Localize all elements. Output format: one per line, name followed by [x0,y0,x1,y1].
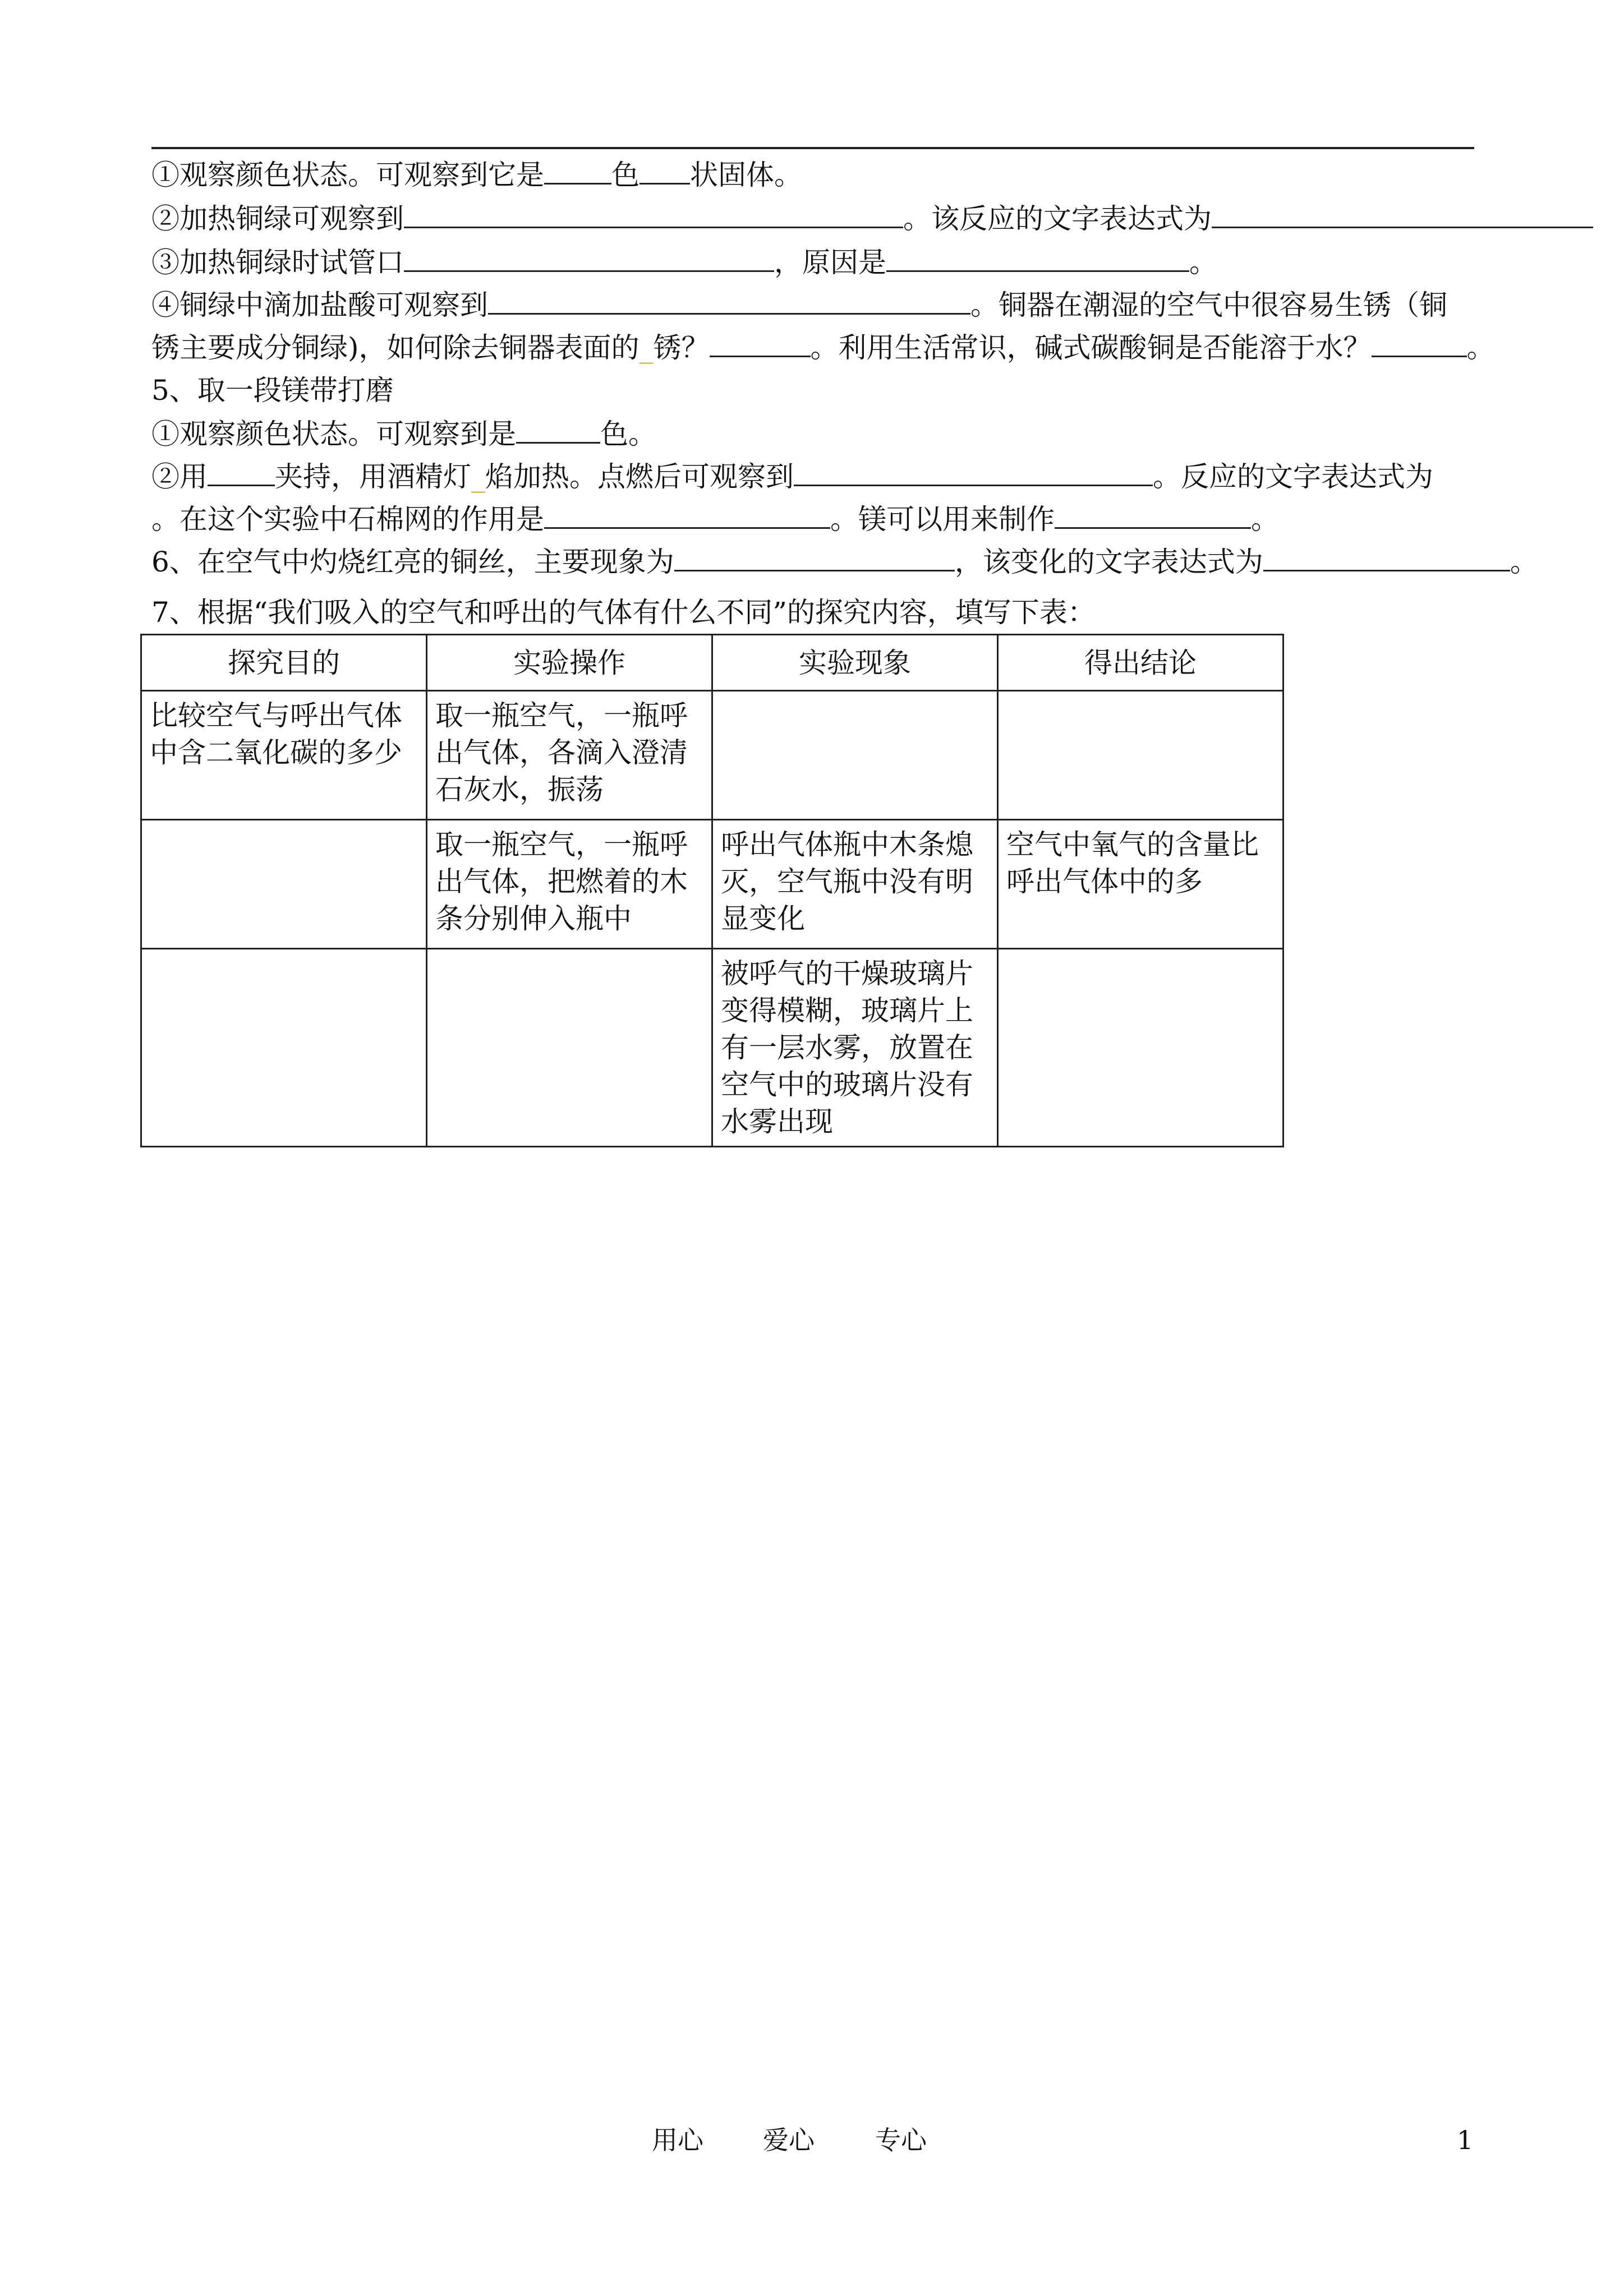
table-cell: 呼出气体瓶中木条熄灭，空气瓶中没有明显变化 [712,820,998,949]
table-cell[interactable] [998,691,1283,820]
text: 7、根据“我们吸入的空气和呼出的气体有什么不同”的探究内容，填写下表： [151,596,1096,629]
text: ，原因是 [774,246,886,279]
text: 焰加热。点燃后可观察到 [485,460,794,493]
blank-burn-phenomenon[interactable] [794,459,1153,486]
table-cell[interactable] [998,949,1283,1147]
text: 。 [1251,503,1279,536]
text: 6、在空气中灼烧红亮的铜丝，主要现象为 [151,546,674,578]
blank-wire-expression[interactable] [1263,544,1510,571]
text: ④铜绿中滴加盐酸可观察到 [151,289,488,321]
blank-remove-rust[interactable] [710,330,811,357]
text: 。 [1510,546,1538,578]
header-cell: 探究目的 [141,635,427,691]
table-cell[interactable] [141,820,427,949]
text: 锈？ [653,331,710,364]
header-rule [151,147,1474,149]
header-cell: 得出结论 [998,635,1283,691]
line-add-hcl [151,287,1447,322]
line-tube-mouth [151,245,1217,279]
text: ，该变化的文字表达式为 [954,546,1263,578]
table-cell: 空气中氧气的含量比呼出气体中的多 [998,820,1283,949]
blank-wire-phenomenon[interactable] [674,544,955,571]
section-7-heading [151,596,1096,629]
text: 锈主要成分铜绿)，如何除去铜器表面的 [151,331,640,364]
blank-holder[interactable] [208,459,275,486]
text: 。镁可以用来制作 [830,503,1055,536]
line-heat-copper [151,201,1593,236]
header-cell: 实验操作 [427,635,712,691]
text: 夹持，用酒精灯 [275,460,471,493]
blank-tube-mouth[interactable] [404,245,774,272]
text: ①观察颜色状态。可观察到是 [151,418,516,450]
table-cell[interactable] [427,949,712,1147]
footer-left: 用心 [652,2125,703,2155]
text: ①观察颜色状态。可观察到它是 [151,159,544,191]
line-observe-copper-color [151,157,802,192]
blank-net-role[interactable] [544,501,830,529]
blank-mg-use[interactable] [1055,501,1251,529]
table-cell[interactable] [712,691,998,820]
edit-mark: _ [639,331,654,364]
inquiry-table [140,634,1284,1147]
text: 。反应的文字表达式为 [1153,460,1433,493]
table-cell: 取一瓶空气，一瓶呼出气体，各滴入澄清石灰水，振荡 [427,691,712,820]
blank-phenomenon[interactable] [404,201,903,228]
table-cell: 被呼气的干燥玻璃片变得模糊，玻璃片上有一层水雾，放置在空气中的玻璃片没有水雾出现 [712,949,998,1147]
text: 5、取一段镁带打磨 [151,374,394,407]
page-number: 1 [1457,2125,1474,2155]
footer-middle: 爱心 [763,2125,815,2155]
blank-color[interactable] [544,157,611,185]
text: ②用 [151,460,208,493]
table-cell: 取一瓶空气，一瓶呼出气体，把燃着的木条分别伸入瓶中 [427,820,712,949]
text: 。 [1466,331,1495,364]
footer-right: 专心 [875,2125,927,2155]
blank-reason[interactable] [886,245,1189,272]
line-magnesium-burn [151,459,1433,494]
blank-shape[interactable] [640,157,690,185]
line-magnesium-color [151,416,656,451]
section-6-copper-wire [151,544,1538,579]
edit-mark: _ [471,460,485,493]
text: 。铜器在潮湿的空气中很容易生锈（铜 [970,289,1447,321]
table-cell: 比较空气与呼出气体中含二氧化碳的多少 [141,691,427,820]
table-row [141,949,1283,1147]
table-header-row [141,635,1283,691]
text: 。 [1189,246,1217,279]
table-row [141,820,1283,949]
blank-mg-color[interactable] [516,416,600,444]
text: ③加热铜绿时试管口 [151,246,404,279]
blank-expression[interactable] [1212,201,1593,228]
text: 。利用生活常识，碱式碳酸铜是否能溶于水？ [810,331,1372,364]
line-remove-rust [151,330,1495,365]
text: ②加热铜绿可观察到 [151,202,404,235]
header-cell: 实验现象 [712,635,998,691]
table-cell[interactable] [141,949,427,1147]
section-5-heading [151,374,394,407]
text: 色。 [600,418,656,450]
line-asbestos-net [151,501,1279,536]
text: 。在这个实验中石棉网的作用是 [151,503,544,536]
text: 状固体。 [690,159,802,191]
blank-solubility[interactable] [1372,330,1467,357]
table-row [141,691,1283,820]
blank-hcl-phenomenon[interactable] [488,287,970,315]
text: 色 [611,159,640,191]
text: 。该反应的文字表达式为 [903,202,1212,235]
